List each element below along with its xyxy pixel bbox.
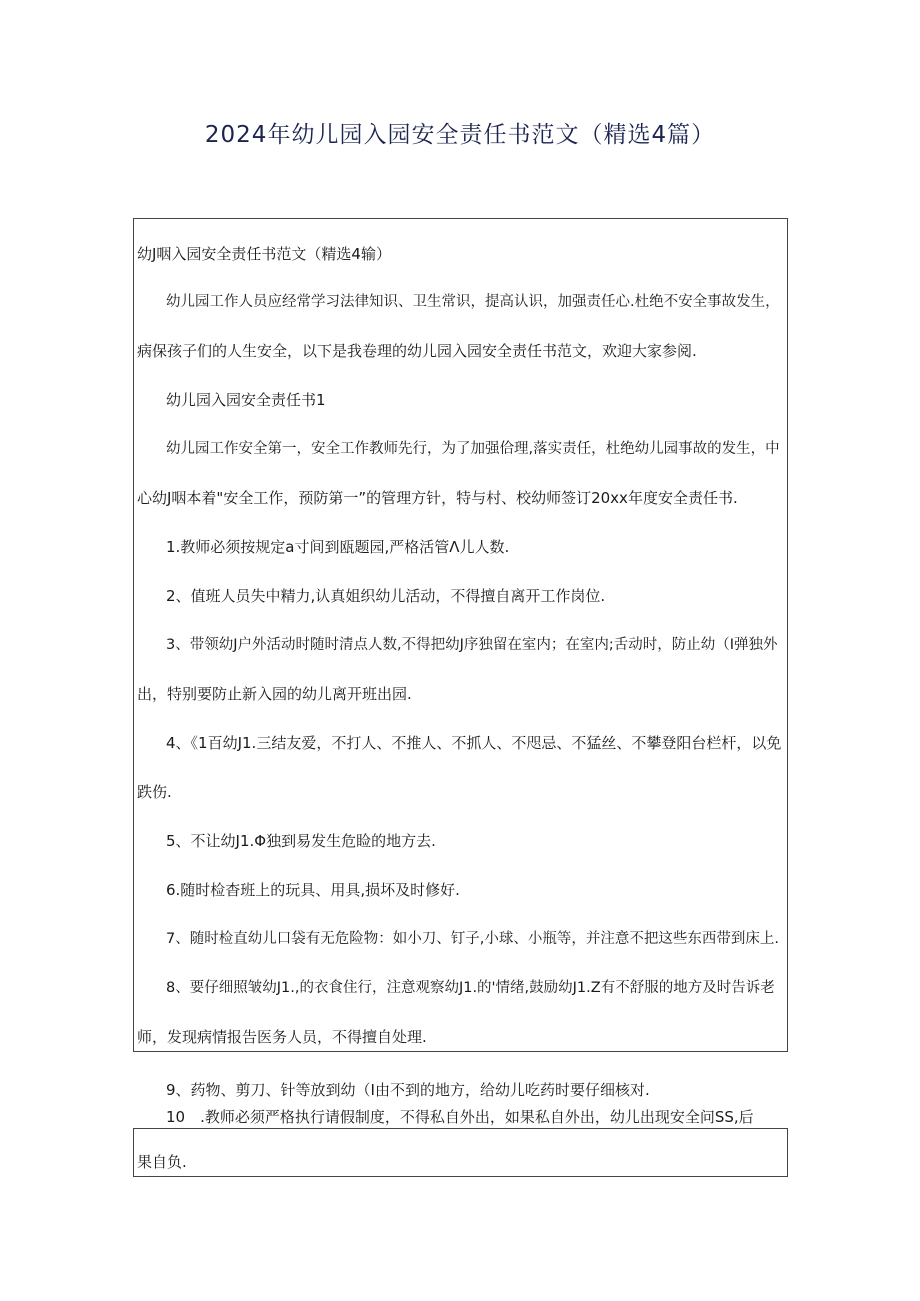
doc-line: 心幼J咽本着"安全工作，预防第一”的管理方针，特与村、校幼师签订20xx年度安全责任书. — [137, 489, 738, 507]
doc-line: 幼儿园工作人员应经常学习法律知识、卫生常识，提高认识，加强责任心.杜绝不安全事故发生， — [166, 294, 780, 310]
doc-line: 7、随时检直幼儿口袋有无危险物：如小刀、钉子,小球、小瓶等，并注意不把这些东西带到床上. — [166, 931, 779, 947]
doc-line: 3、带领幼J户外活动时随时清点人数,不得把幼J序独留在室内；在室内;舌动时，防止幼（I弹独外 — [166, 637, 778, 653]
doc-line: 1.教师必须按规定a寸间到瓯题园,严格活管Λ儿人数. — [166, 538, 510, 556]
doc-line: 4、《1百幼J1.三结友爱，不打人、不推人、不抓人、不咫忌、不猛丝、不攀登阳台栏杆，以免 — [166, 734, 782, 752]
document-title: 2024年幼儿园入园安全责任书范文（精选4篇） — [204, 122, 716, 148]
doc-line: 果自负. — [137, 1153, 187, 1171]
doc-line: 师，发现病情报告医务人员，不得擅自处理. — [137, 1028, 427, 1046]
section-heading: 幼儿园入园安全责任书1 — [166, 391, 326, 409]
doc-line-subtitle: 幼J咽入园安全责任书范文（精选4输） — [137, 245, 391, 263]
doc-line: 跌伤. — [137, 783, 172, 801]
content-frame-continued — [133, 1128, 788, 1177]
doc-line: 出，特别要防止新入园的幼儿离开班出园. — [137, 685, 412, 703]
doc-line: 6.随时检杳班上的玩具、用具,损坏及时修好. — [166, 881, 460, 899]
doc-line: 8、要仔细照皱幼J1.,的衣食住行，注意观察幼J1.的'情绪,鼓励幼J1.Z有不舒服的地方及时告诉老 — [166, 980, 775, 996]
doc-line: 幼儿园工作安全第一，安全工作教师先行，为了加强佮理,落实责任，杜绝幼儿园事故的发生，中 — [166, 441, 780, 457]
doc-line: 5、不让幼J1.Φ独到易发生危睑的地方去. — [166, 832, 436, 850]
doc-line: 9、药物、剪刀、针等放到幼（I由不到的地方，给幼儿吃药时要仔细核对. — [166, 1081, 650, 1099]
doc-line: 10 .教师必须严格执行请假制度，不得私自外出，如果私自外出，幼儿出现安全问SS,后 — [166, 1108, 754, 1126]
doc-line: 病保孩子们的人生安全，以下是我卷理的幼儿园入园安全责任书范文，欢迎大家参阅. — [137, 342, 697, 360]
doc-line: 2、值班人员失中精力,认真姐织幼儿活动，不得擅自离开工作岗位. — [166, 587, 606, 605]
